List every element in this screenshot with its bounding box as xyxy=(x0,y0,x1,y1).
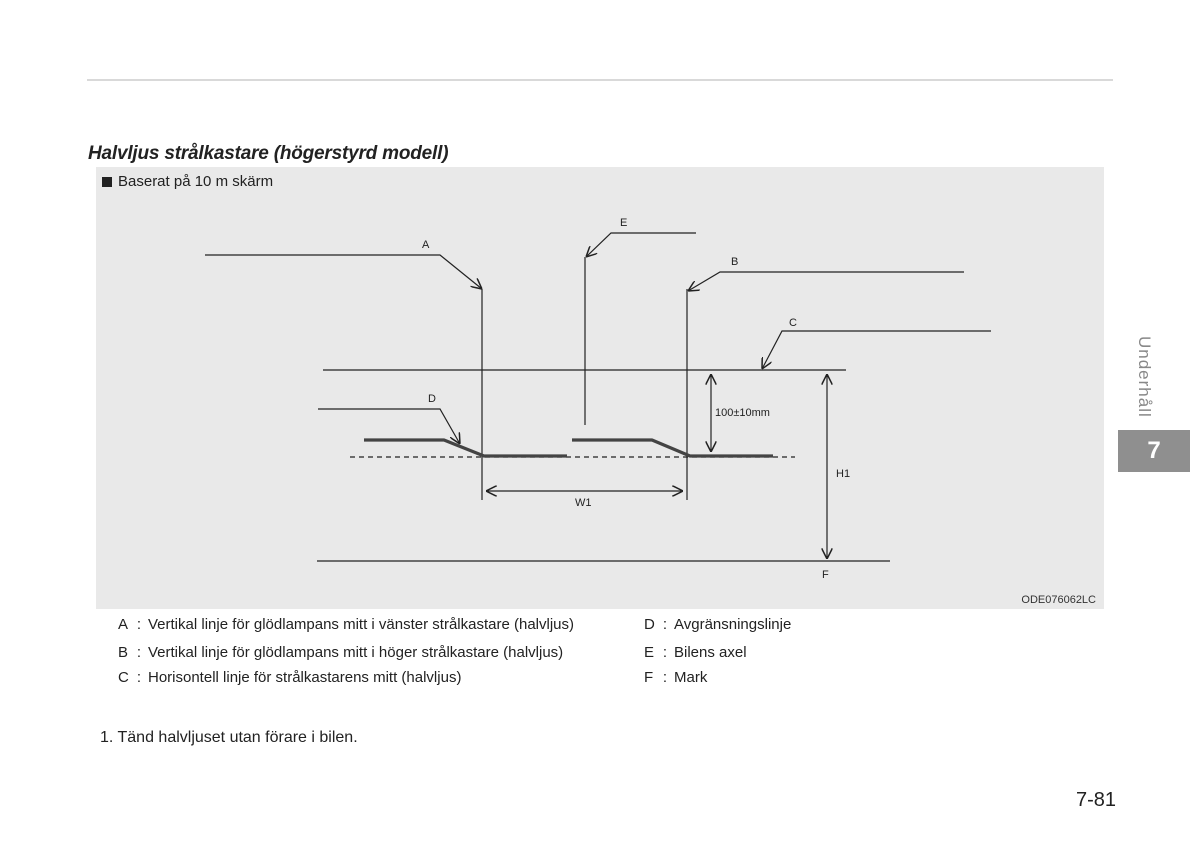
leader-b xyxy=(688,272,964,291)
instruction-step: 1. Tänd halvljuset utan förare i bilen. xyxy=(100,729,358,746)
label-a: A xyxy=(422,239,430,251)
cutoff-line-left xyxy=(364,440,567,456)
label-d: D xyxy=(428,393,436,405)
label-w1: W1 xyxy=(575,497,592,509)
label-h1: H1 xyxy=(836,468,851,480)
legend-item: D : Avgränsningslinje xyxy=(644,616,792,633)
leader-c xyxy=(762,331,991,369)
page-number: 7-81 xyxy=(1075,789,1116,811)
legend-item: E : Bilens axel xyxy=(644,644,747,661)
legend-item: B : Vertikal linje för glödlampans mitt i höger strålkastare (halvljus) xyxy=(118,644,564,661)
leader-a xyxy=(205,255,482,289)
chapter-side-label: Underhåll xyxy=(1135,336,1154,418)
section-heading: Halvljus strålkastare (högerstyrd modell) xyxy=(88,143,449,164)
legend-item: F : Mark xyxy=(644,669,708,686)
label-dim: 100±10mm xyxy=(715,407,770,419)
legend-item: C : Horisontell linje för strålkastarens mitt (halvljus) xyxy=(118,669,462,686)
label-b: B xyxy=(731,256,739,268)
label-c: C xyxy=(789,317,797,329)
legend-item: A : Vertikal linje för glödlampans mitt i vänster strålkastare (halvljus) xyxy=(118,616,574,633)
cutoff-line-right xyxy=(572,440,773,456)
chapter-tab: 7 xyxy=(1118,430,1190,472)
leader-e xyxy=(586,233,696,257)
figure-note-text: Baserat på 10 m skärm xyxy=(118,173,274,190)
label-e: E xyxy=(620,217,628,229)
label-f: F xyxy=(822,569,829,581)
figure-code: ODE076062LC xyxy=(1021,594,1096,606)
